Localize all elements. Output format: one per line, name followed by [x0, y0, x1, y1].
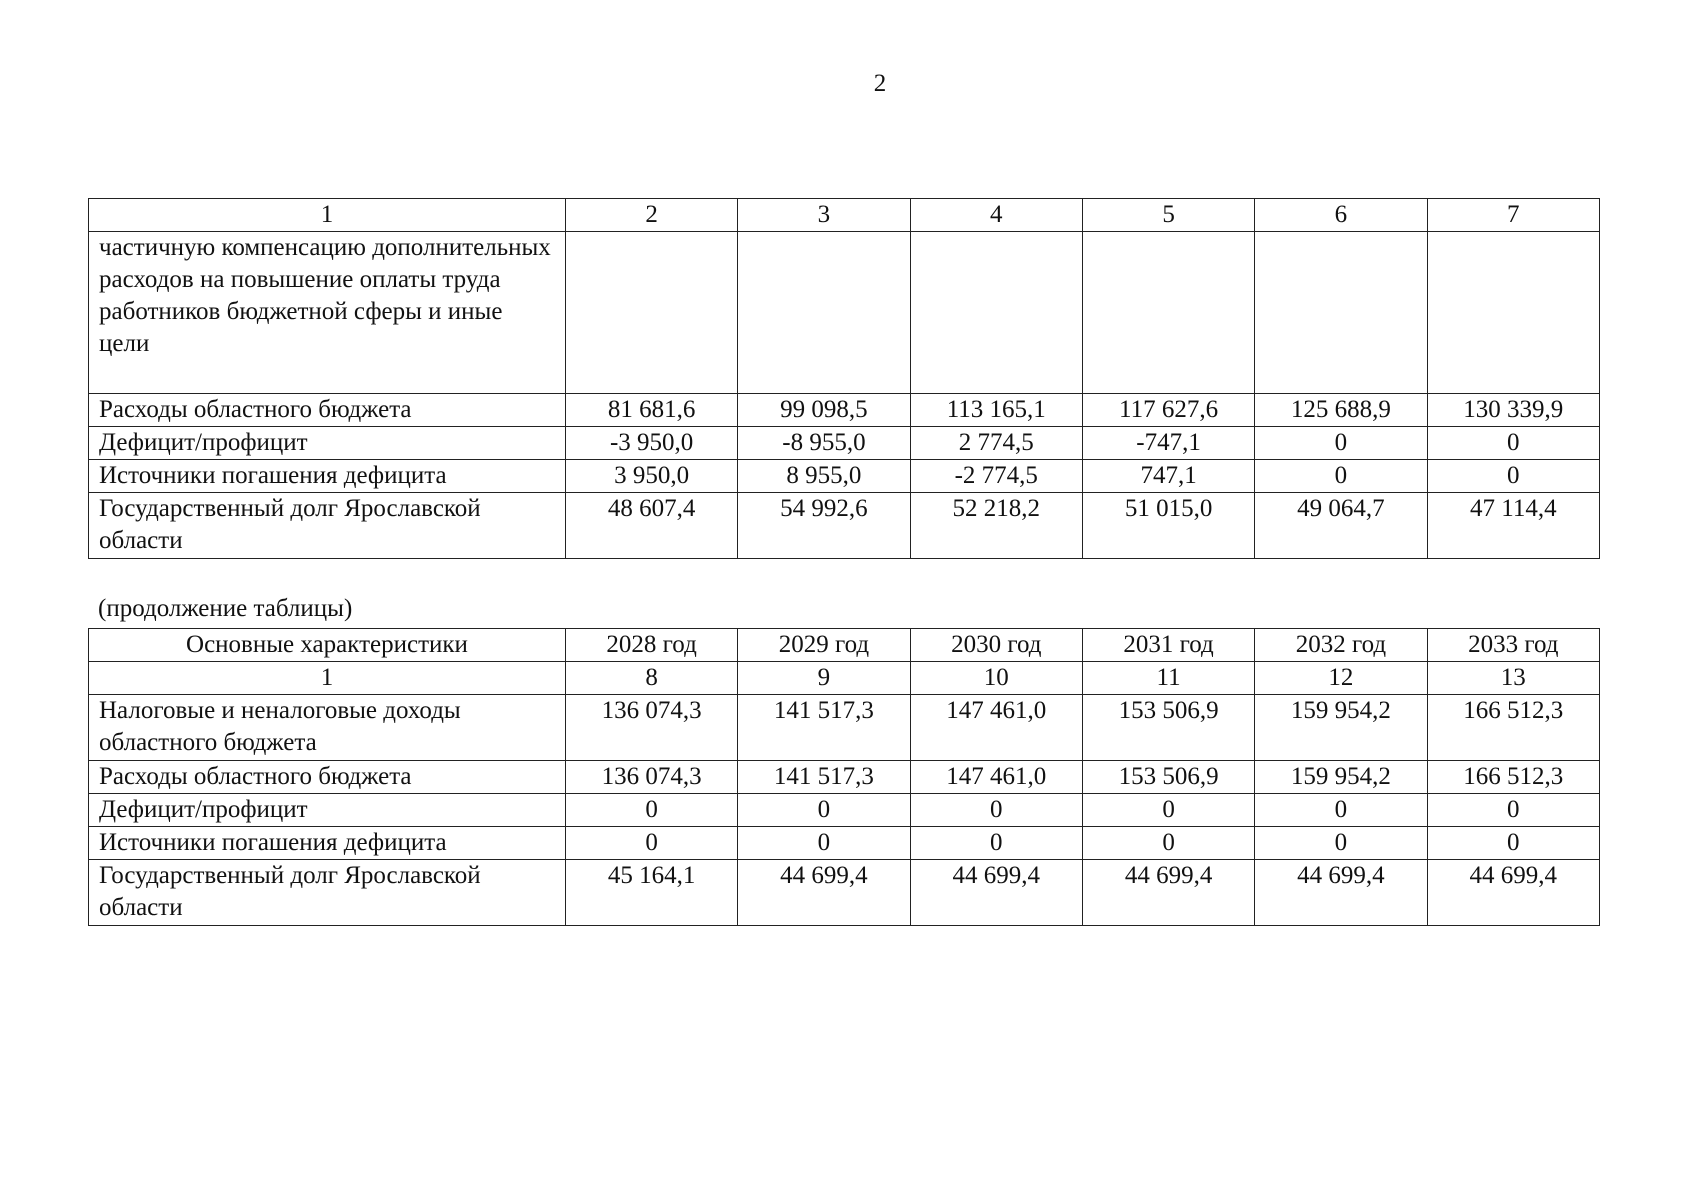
table-row	[89, 761, 1600, 794]
value-cell: -8 955,0	[738, 427, 910, 460]
value-cell: 44 699,4	[910, 860, 1082, 926]
column-number-cell: 3	[738, 199, 910, 232]
column-number-cell: 1	[89, 199, 566, 232]
value-cell: 159 954,2	[1255, 761, 1427, 794]
row-label: Дефицит/профицит	[89, 794, 566, 827]
value-cell: 125 688,9	[1255, 394, 1427, 427]
column-number-cell: 10	[910, 662, 1082, 695]
value-cell: 117 627,6	[1082, 394, 1254, 427]
value-cell	[565, 232, 737, 394]
value-cell: 141 517,3	[738, 761, 910, 794]
row-label: Источники погашения дефицита	[89, 460, 566, 493]
value-cell: 44 699,4	[1255, 860, 1427, 926]
value-cell: 0	[1255, 794, 1427, 827]
row-label: Расходы областного бюджета	[89, 761, 566, 794]
table-header-row	[89, 662, 1600, 695]
table-row	[89, 460, 1600, 493]
value-cell: 47 114,4	[1427, 493, 1599, 559]
table-row	[89, 427, 1600, 460]
value-cell: 0	[1255, 827, 1427, 860]
budget-table-part-1	[88, 198, 1600, 559]
value-cell: 136 074,3	[565, 761, 737, 794]
value-cell: 166 512,3	[1427, 761, 1599, 794]
page-number: 2	[873, 70, 887, 97]
value-cell: 747,1	[1082, 460, 1254, 493]
value-cell: 44 699,4	[1427, 860, 1599, 926]
table-row	[89, 827, 1600, 860]
value-cell: 8 955,0	[738, 460, 910, 493]
value-cell: 0	[1255, 427, 1427, 460]
value-cell: 153 506,9	[1082, 695, 1254, 761]
value-cell: -747,1	[1082, 427, 1254, 460]
value-cell: 159 954,2	[1255, 695, 1427, 761]
column-number-cell: 13	[1427, 662, 1599, 695]
table-row	[89, 695, 1600, 761]
value-cell: 166 512,3	[1427, 695, 1599, 761]
value-cell: 130 339,9	[1427, 394, 1599, 427]
column-number-cell: 8	[565, 662, 737, 695]
value-cell: 0	[1427, 460, 1599, 493]
row-label: Государственный долг Ярославской области	[89, 493, 566, 559]
column-number-cell: 6	[1255, 199, 1427, 232]
value-cell	[738, 232, 910, 394]
value-cell: 0	[1255, 460, 1427, 493]
value-cell: 99 098,5	[738, 394, 910, 427]
column-title-cell: 2032 год	[1255, 629, 1427, 662]
value-cell	[1255, 232, 1427, 394]
column-number-cell: 7	[1427, 199, 1599, 232]
table-row	[89, 794, 1600, 827]
value-cell: 0	[1082, 794, 1254, 827]
budget-table-part-2	[88, 628, 1600, 926]
value-cell: 141 517,3	[738, 695, 910, 761]
column-title-cell: 2033 год	[1427, 629, 1599, 662]
value-cell: 147 461,0	[910, 695, 1082, 761]
value-cell: 3 950,0	[565, 460, 737, 493]
value-cell: 0	[738, 827, 910, 860]
column-number-cell: 1	[89, 662, 566, 695]
row-label: Источники погашения дефицита	[89, 827, 566, 860]
value-cell: 52 218,2	[910, 493, 1082, 559]
value-cell: 54 992,6	[738, 493, 910, 559]
value-cell	[1082, 232, 1254, 394]
table-row	[89, 860, 1600, 926]
continuation-label: (продолжение таблицы)	[98, 595, 353, 622]
row-label: Дефицит/профицит	[89, 427, 566, 460]
value-cell: 147 461,0	[910, 761, 1082, 794]
table-row	[89, 493, 1600, 559]
value-cell: 153 506,9	[1082, 761, 1254, 794]
column-number-cell: 4	[910, 199, 1082, 232]
table-header-row	[89, 629, 1600, 662]
table-row	[89, 232, 1600, 394]
value-cell: 136 074,3	[565, 695, 737, 761]
value-cell: -3 950,0	[565, 427, 737, 460]
value-cell: 51 015,0	[1082, 493, 1254, 559]
value-cell: 44 699,4	[738, 860, 910, 926]
column-title-cell: 2029 год	[738, 629, 910, 662]
value-cell: 45 164,1	[565, 860, 737, 926]
row-label: Налоговые и неналоговые доходы областного бюджета	[89, 695, 566, 761]
column-number-cell: 12	[1255, 662, 1427, 695]
value-cell: 49 064,7	[1255, 493, 1427, 559]
value-cell: 0	[1082, 827, 1254, 860]
row-label: частичную компенсацию дополнительных расходов на повышение оплаты труда работников бюджетной сферы и иные цели	[89, 232, 566, 394]
column-number-cell: 5	[1082, 199, 1254, 232]
value-cell: 2 774,5	[910, 427, 1082, 460]
value-cell: 0	[565, 827, 737, 860]
value-cell: -2 774,5	[910, 460, 1082, 493]
row-label: Расходы областного бюджета	[89, 394, 566, 427]
value-cell: 0	[910, 827, 1082, 860]
value-cell: 48 607,4	[565, 493, 737, 559]
column-title-cell: 2030 год	[910, 629, 1082, 662]
column-title-cell: Основные характеристики	[89, 629, 566, 662]
column-number-cell: 2	[565, 199, 737, 232]
column-title-cell: 2028 год	[565, 629, 737, 662]
column-number-cell: 11	[1082, 662, 1254, 695]
value-cell: 0	[1427, 427, 1599, 460]
value-cell: 0	[565, 794, 737, 827]
value-cell	[910, 232, 1082, 394]
row-label: Государственный долг Ярославской области	[89, 860, 566, 926]
value-cell: 81 681,6	[565, 394, 737, 427]
value-cell: 113 165,1	[910, 394, 1082, 427]
value-cell	[1427, 232, 1599, 394]
value-cell: 44 699,4	[1082, 860, 1254, 926]
value-cell: 0	[738, 794, 910, 827]
value-cell: 0	[1427, 794, 1599, 827]
column-title-cell: 2031 год	[1082, 629, 1254, 662]
table-header-row	[89, 199, 1600, 232]
column-number-cell: 9	[738, 662, 910, 695]
value-cell: 0	[1427, 827, 1599, 860]
value-cell: 0	[910, 794, 1082, 827]
table-row	[89, 394, 1600, 427]
